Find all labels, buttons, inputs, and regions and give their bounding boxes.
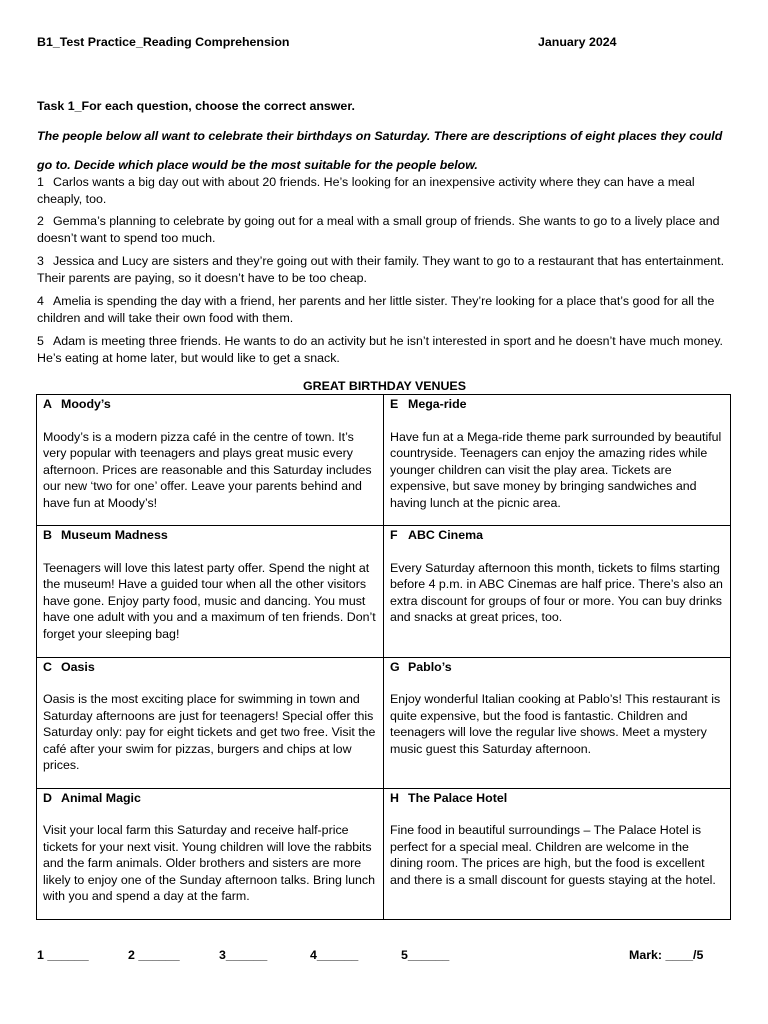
venue-heading <box>390 527 724 544</box>
venue-heading <box>390 790 724 807</box>
venue-cell <box>384 526 731 657</box>
answer-blank-4[interactable]: 4______ <box>310 948 359 962</box>
task-instruction-line-1: The people below all want to celebrate their birthdays on Saturday. There are descriptions of eight places they could <box>37 129 723 143</box>
person-number: 4 <box>37 294 44 308</box>
venue-description: Fine food in beautiful surroundings – The Palace Hotel is perfect for a special meal. Children are welcome in the dining room. The prices are high, but the food is excellent and there is a small discount for guests staying at the hotel. <box>390 823 716 887</box>
venue-letter: B <box>43 528 52 543</box>
venue-description: Every Saturday afternoon this month, tickets to films starting before 4 p.m. in ABC Cinemas are half price. There’s also an extra discount for groups of four or more. You can buy drinks and snacks at great prices, too. <box>390 560 723 625</box>
document-title: B1_Test Practice_Reading Comprehension <box>37 35 290 49</box>
venue-letter: H <box>390 790 399 805</box>
venue-cell <box>384 395 731 526</box>
table-row <box>37 788 731 919</box>
venue-description: Visit your local farm this Saturday and receive half-price tickets for your next visit. Young children will love the rabbits and the farm animals. Older brothers and sisters are more likely to enjoy one of the Sunday afternoon talks. Bring lunch with you and spend a day at the farm. <box>43 823 376 904</box>
venues-title: GREAT BIRTHDAY VENUES <box>303 379 466 393</box>
person-item <box>37 293 737 326</box>
answer-line <box>37 947 737 967</box>
venue-heading <box>43 659 377 676</box>
venues-table <box>36 394 731 920</box>
venue-heading <box>43 396 377 413</box>
venue-letter: E <box>390 397 399 411</box>
person-item <box>37 333 737 366</box>
venue-name: Oasis <box>61 659 95 674</box>
person-number: 5 <box>37 334 44 348</box>
venue-heading <box>43 527 377 544</box>
document-date: January 2024 <box>538 35 617 49</box>
person-description: Amelia is spending the day with a friend, her parents and her little sister. They’re looking for a place that’s good for all the children and will take their own food with them. <box>37 294 715 325</box>
answer-blank-1[interactable]: 1 ______ <box>37 948 89 962</box>
answer-blank-5[interactable]: 5______ <box>401 948 450 962</box>
venue-cell <box>37 788 384 919</box>
venue-letter: G <box>390 659 400 674</box>
venue-name: The Palace Hotel <box>408 790 508 805</box>
table-row <box>37 526 731 657</box>
venue-letter: C <box>43 659 52 674</box>
venue-heading <box>43 790 377 807</box>
venue-heading <box>390 396 724 413</box>
person-item <box>37 174 737 207</box>
venue-cell <box>37 526 384 657</box>
venue-cell <box>384 788 731 919</box>
table-row <box>37 395 731 526</box>
venue-description: Teenagers will love this latest party offer. Spend the night at the museum! Have a guided tour when all the other visitors have gone. Enjoy party food, music and dancing. You must have one adult with you and a maximum of ten friends. Don’t forget your sleeping bag! <box>43 560 376 641</box>
mark-field[interactable]: Mark: ____/5 <box>629 948 704 962</box>
person-number: 1 <box>37 175 44 189</box>
person-description: Jessica and Lucy are sisters and they’re going out with their family. They want to go to a restaurant that has entertainment. Their parents are paying, so it doesn’t have to be too cheap. <box>37 254 725 285</box>
table-row <box>37 657 731 788</box>
venue-heading <box>390 659 724 676</box>
venue-cell <box>37 657 384 788</box>
venue-letter: D <box>43 790 52 805</box>
person-description: Gemma’s planning to celebrate by going out for a meal with a small group of friends. She wants to go to a lively place and doesn’t want to spend too much. <box>37 214 720 245</box>
task-instruction-line-2: go to. Decide which place would be the most suitable for the people below. <box>37 158 478 172</box>
venue-name: Animal Magic <box>61 790 141 805</box>
venue-description: Moody’s is a modern pizza café in the centre of town. It’s very popular with teenagers and plays great music every afternoon. Prices are reasonable and this Saturday includes our new ‘two for one’ offer. Leave your parents behind and have fun at Moody’s! <box>43 429 372 510</box>
person-description: Adam is meeting three friends. He wants to do an activity but he isn’t interested in sport and he doesn’t have much money. He’s eating at home later, but would like to get a snack. <box>37 334 723 365</box>
venue-name: Pablo’s <box>408 659 452 674</box>
answer-blank-2[interactable]: 2 ______ <box>128 948 180 962</box>
venue-name: Museum Madness <box>61 528 168 543</box>
venue-letter: A <box>43 397 52 411</box>
venue-cell <box>384 657 731 788</box>
venue-name: Mega-ride <box>408 397 467 411</box>
person-item <box>37 253 737 286</box>
answer-blank-3[interactable]: 3______ <box>219 948 268 962</box>
task-heading: Task 1_For each question, choose the correct answer. <box>37 99 355 113</box>
person-item <box>37 213 737 246</box>
venue-letter: F <box>390 528 398 543</box>
venue-description: Oasis is the most exciting place for swimming in town and Saturday afternoons are just for teenagers! Special offer this Saturday only: pay for eight tickets and get two free. Visit the café after your swim for pizzas, burgers and chips at low prices. <box>43 692 376 772</box>
venue-description: Enjoy wonderful Italian cooking at Pablo’s! This restaurant is quite expensive, but the food is fantastic. Children and teenagers will love the regular live shows. Meet a mystery music guest this Saturday afternoon. <box>390 692 721 756</box>
person-number: 3 <box>37 254 44 268</box>
venue-name: ABC Cinema <box>408 528 484 543</box>
venue-cell <box>37 395 384 526</box>
person-number: 2 <box>37 214 44 228</box>
person-description: Carlos wants a big day out with about 20 friends. He’s looking for an inexpensive activity where they can have a meal cheaply, too. <box>37 175 695 206</box>
venue-name: Moody’s <box>61 397 111 411</box>
venue-description: Have fun at a Mega-ride theme park surrounded by beautiful countryside. Teenagers can enjoy the amazing rides while younger children can visit the play area. Tickets are expensive, but save money by bringing sandwiches and having lunch at the picnic area. <box>390 429 722 510</box>
